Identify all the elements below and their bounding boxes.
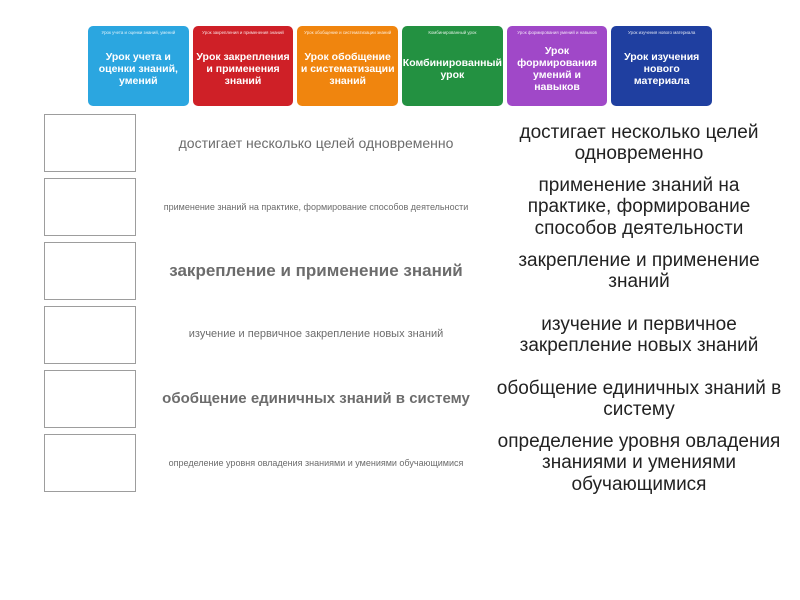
lesson-type-card[interactable] (402, 26, 503, 106)
answer-text-label: достигает несколько целей одновременно (519, 121, 759, 164)
answer-text (496, 431, 800, 495)
clue-text-label: обобщение единичных знаний в систему (162, 390, 470, 407)
lesson-type-card[interactable] (507, 26, 608, 106)
lesson-type-card-label: Урок учета и оценки знаний, умений (98, 50, 178, 88)
matching-row (0, 370, 800, 428)
lesson-type-card-ghost-label: Урок закрепления и применения знаний (202, 30, 284, 35)
answer-text-label: изучение и первичное закрепление новых знаний (519, 313, 759, 356)
answer-text-label: обобщение единичных знаний в систему (496, 377, 782, 420)
clue-text-label: закрепление и применение знаний (169, 260, 463, 280)
drop-target-box[interactable] (44, 114, 136, 172)
drop-target-box[interactable] (44, 242, 136, 300)
lesson-type-card[interactable] (297, 26, 398, 106)
matching-row (0, 114, 800, 172)
clue-text (136, 178, 496, 236)
lesson-type-card[interactable] (88, 26, 189, 106)
clue-text-label: изучение и первичное закрепление новых знаний (188, 328, 444, 341)
drop-target-box[interactable] (44, 434, 136, 492)
answer-text (496, 114, 800, 172)
clue-text-label: определение уровня овладения знаниями и умениями обучающимися (168, 457, 464, 468)
answer-text-label: определение уровня овладения знаниями и умениями обучающимися (497, 431, 781, 495)
answer-text (496, 175, 800, 239)
lesson-type-card[interactable] (611, 26, 712, 106)
lesson-type-cards (88, 26, 712, 106)
clue-text (136, 242, 496, 300)
matching-row (0, 242, 800, 300)
matching-row (0, 175, 800, 239)
clue-text (136, 370, 496, 428)
clue-text-label: применение знаний на практике, формирование способов деятельности (163, 201, 469, 212)
answer-text-label: применение знаний на практике, формирование способов деятельности (527, 175, 751, 239)
matching-rows (0, 114, 800, 498)
lesson-type-card[interactable] (193, 26, 294, 106)
lesson-type-card-ghost-label: Урок обобщение и систематизации знаний (304, 30, 392, 35)
matching-row (0, 431, 800, 495)
lesson-type-card-label: Комбинированный урок (402, 56, 502, 81)
clue-text (136, 114, 496, 172)
answer-text-label: закрепление и применение знаний (518, 249, 760, 292)
lesson-type-card-label: Урок закрепления и применения знаний (196, 50, 290, 88)
lesson-type-card-label: Урок обобщение и систематизации знаний (300, 50, 395, 88)
answer-text (496, 242, 800, 300)
clue-text-label: достигает несколько целей одновременно (178, 134, 454, 151)
matching-row (0, 306, 800, 364)
drop-target-box[interactable] (44, 370, 136, 428)
lesson-type-card-ghost-label: Урок формирования умений и навыков (517, 30, 597, 35)
answer-text (496, 306, 800, 364)
lesson-type-card-ghost-label: Комбинированный урок (428, 30, 477, 35)
lesson-type-card-ghost-label: Урок учета и оценки знаний, умений (101, 30, 176, 35)
lesson-type-card-label: Урок формирования умений и навыков (517, 44, 597, 94)
drop-target-box[interactable] (44, 306, 136, 364)
answer-text (496, 370, 800, 428)
drop-target-box[interactable] (44, 178, 136, 236)
lesson-type-card-label: Урок изучения нового материала (624, 50, 700, 88)
lesson-type-card-ghost-label: Урок изучения нового материала (628, 30, 696, 35)
clue-text (136, 434, 496, 492)
clue-text (136, 306, 496, 364)
